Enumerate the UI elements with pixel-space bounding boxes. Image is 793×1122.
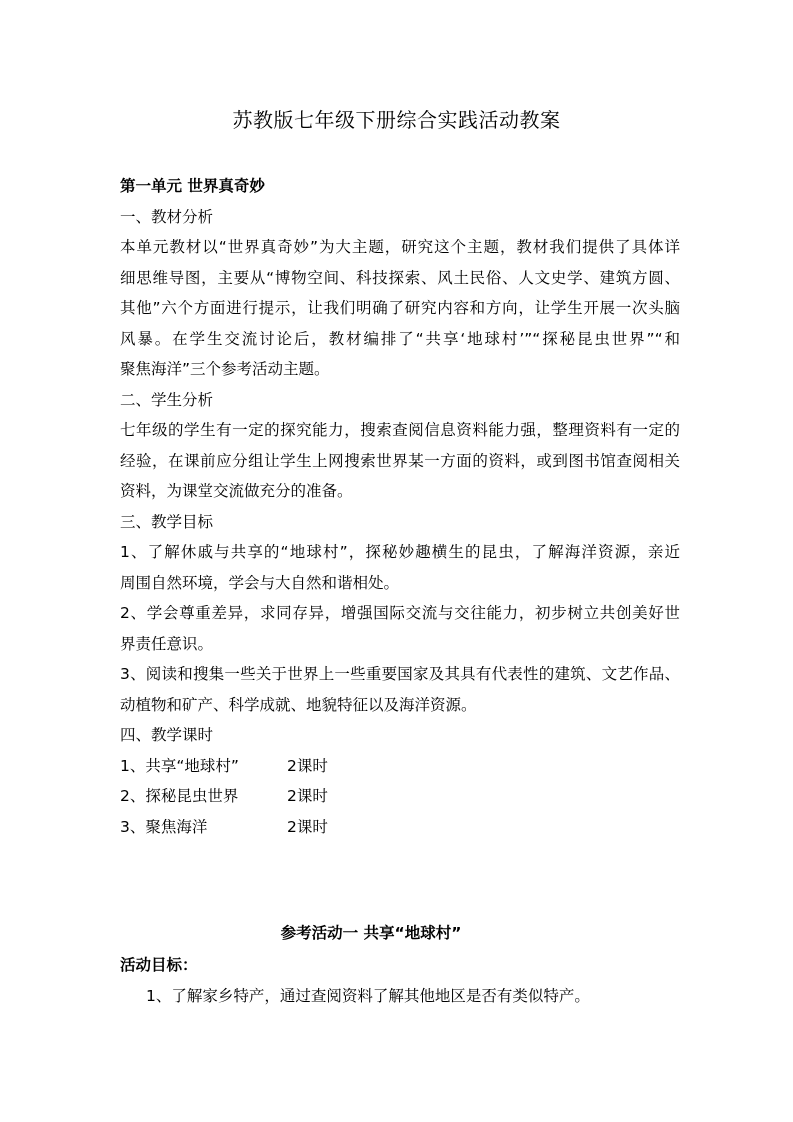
student-line: 经验，在课前应分组让学生上网搜索世界某一方面的资料，或到图书馆查阅相关 (120, 451, 680, 470)
analysis-line: 聚焦海洋”三个参考活动主题。 (120, 360, 330, 378)
period-row (120, 751, 680, 782)
goal-line: 1、了解休戚与共享的“地球村”，探秘妙趣横生的昆虫，了解海洋资源，亲近 (120, 543, 680, 561)
activity-goal-label: 活动目标： (120, 956, 198, 974)
unit-content (120, 171, 680, 842)
goal-line: 动植物和矿产、科学成就、地貌特征以及海洋资源。 (120, 695, 477, 714)
analysis-line: 其他”六个方面进行提示，让我们明确了研究内容和方向，让学生开展一次头脑 (120, 299, 680, 317)
analysis-line: 风暴。在学生交流讨论后，教材编排了“共享‘地球村’”“探秘昆虫世界”“和 (120, 329, 680, 348)
unit-heading: 第一单元 世界真奇妙 (120, 177, 265, 195)
period-name: 1、共享“地球村” (120, 756, 239, 775)
goal-line: 2、学会尊重差异，求同存异，增强国际交流与交往能力，初步树立共创美好世 (120, 604, 680, 622)
goal-line: 周围自然环境，学会与大自然和谐相处。 (120, 573, 400, 592)
period-hours: 2课时 (287, 756, 328, 775)
section-heading-goals: 三、教学目标 (120, 512, 214, 531)
section-heading-periods: 四、教学课时 (120, 726, 214, 744)
analysis-line: 本单元教材以“世界真奇妙”为大主题，研究这个主题，教材我们提供了具体详 (120, 238, 680, 256)
period-row (120, 812, 680, 843)
period-name: 2、探秘昆虫世界 (120, 787, 239, 805)
activity-title: 参考活动一 共享“地球村” (280, 924, 462, 942)
period-hours: 2课时 (287, 817, 328, 836)
period-name: 3、聚焦海洋 (120, 817, 208, 836)
goal-line: 3、阅读和搜集一些关于世界上一些重要国家及其具有代表性的建筑、文艺作品、 (120, 665, 680, 683)
period-hours: 2课时 (287, 787, 328, 805)
section-heading-student: 二、学生分析 (120, 390, 214, 409)
student-line: 资料，为课堂交流做充分的准备。 (120, 482, 353, 500)
period-row (120, 781, 680, 812)
section-heading-analysis: 一、教材分析 (120, 207, 214, 226)
goal-line: 界责任意识。 (120, 634, 214, 653)
analysis-line: 细思维导图，主要从“博物空间、科技探索、风土民俗、人文史学、建筑方圆、 (120, 268, 680, 287)
activity-goal-item: 1、了解家乡特产，通过查阅资料了解其他地区是否有类似特产。 (146, 987, 590, 1005)
student-line: 七年级的学生有一定的探究能力，搜索查阅信息资料能力强，整理资料有一定的 (120, 421, 680, 439)
document-title: 苏教版七年级下册综合实践活动教案 (232, 108, 561, 132)
